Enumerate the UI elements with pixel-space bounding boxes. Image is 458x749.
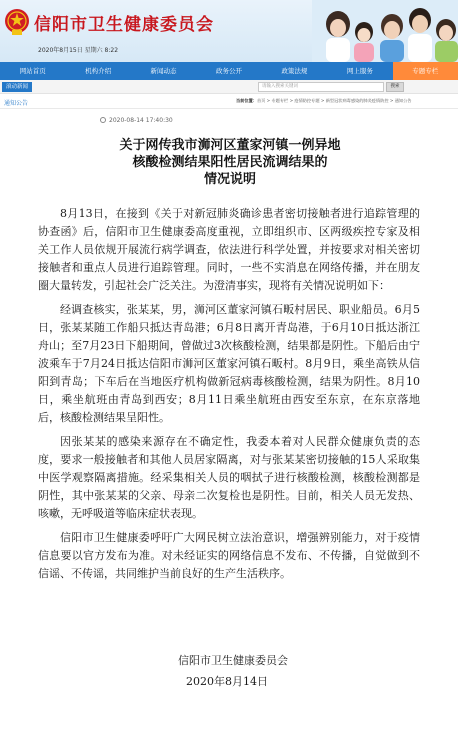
hero-family-image [312,0,458,62]
breadcrumb-row [0,96,458,108]
main-nav [0,62,458,80]
breadcrumb-path[interactable]: 首页 > 专题专栏 > 疫情防控专题 > 新型冠状病毒感染的肺炎疫情防控 > 通知公告 [256,98,412,103]
search-input[interactable]: 请输入搜索关键词 [258,82,384,92]
clock-icon [100,117,106,123]
article-paragraph: 8月13日，在接到《关于对新冠肺炎确诊患者密切接触者进行追踪管理的协查函》后，信阳市卫生健康委高度重视，立即组织市、区两级疾控专家及相关工作人员依规开展流行病学调查，依法进行科学处置，并按要求对相关密切接触者和重点人员进行追踪管理。同时，一些不实消息在网络传播，并在朋友圈大量转发，引起社会广泛关注。为澄清事实，现将有关情况说明如下： [38,207,420,292]
article-title [60,137,400,188]
section-label[interactable]: 通知公告 [4,100,29,107]
emblem-icon [4,8,30,36]
article-title-line: 核酸检测结果阳性居民流调结果的 [132,155,328,170]
scrolling-news-tag: 滚动新闻 [2,82,32,92]
site-header [0,0,458,62]
article-body [38,205,420,589]
article-paragraph: 经调查核实，张某某，男，浉河区董家河镇石畈村居民、职业船员。6月5日，张某某随工作船只抵达青岛港；6月8日离开青岛港，于6月10日抵达浙江舟山；至7月23日下船期间，曾做过3次核酸检测，结果都是阴性。下船后由宁波乘车于7月24日抵达信阳市浉河区董家河镇石畈村。8月9日，乘坐高铁从信阳到青岛；下车后在当地医疗机构做新冠病毒核酸检测，结果为阴性。8月10日，乘坐航班由青岛到西安；8月11日乘坐航班由西安至东京，在东京落地后，核酸检测结果呈阳性。 [38,303,420,424]
article-title-line: 情况说明 [203,172,256,187]
article-content [0,108,458,749]
header-date: 2020年8月15日 星期六 8:22 [38,47,119,54]
nav-item-gov-info[interactable]: 政务公开 [215,67,242,75]
notice-bar [0,80,458,94]
article-paragraph: 因张某某的感染来源存在不确定性，我委本着对人民群众健康负责的态度，要求一般接触者和其他人员居家隔离，对与张某某密切接触的15人采取集中医学观察隔离措施。经采集相关人员的咽拭子进行核酸检测，核酸检测都是阴性，其中张某某的父亲、母亲二次复检也是阴性。目前，相关人员无发热、咳嗽，无呼吸道等临床症状表现。 [38,435,420,520]
article-signature-date: 2020年8月14日 [186,675,268,688]
search-button[interactable]: 搜索 [386,82,404,92]
article-paragraph: 信阳市卫生健康委呼吁广大网民树立法治意识，增强辨别能力，对于疫情信息要以官方发布为准。对未经证实的网络信息不发布、不传播，自觉做到不信谣、不传谣，共同维护当前良好的生产生活秩序。 [38,531,420,580]
nav-item-home[interactable]: 网站首页 [19,67,46,75]
breadcrumb-prefix: 当前位置： [236,98,257,103]
publish-time [100,117,173,124]
site-title[interactable]: 信阳市卫生健康委员会 [34,15,214,35]
article-title-line: 关于网传我市浉河区董家河镇一例异地 [119,138,341,153]
nav-item-about[interactable]: 机构介绍 [85,67,112,75]
publish-time-text: 2020-08-14 17:40:30 [109,117,173,124]
article-signature: 信阳市卫生健康委员会 [178,654,288,667]
nav-item-policy[interactable]: 政策法规 [281,67,308,75]
nav-item-news[interactable]: 新闻动态 [150,67,177,75]
nav-item-topics[interactable]: 专题专栏 [393,62,458,80]
breadcrumb [236,98,411,104]
nav-item-services[interactable]: 网上服务 [346,67,373,75]
